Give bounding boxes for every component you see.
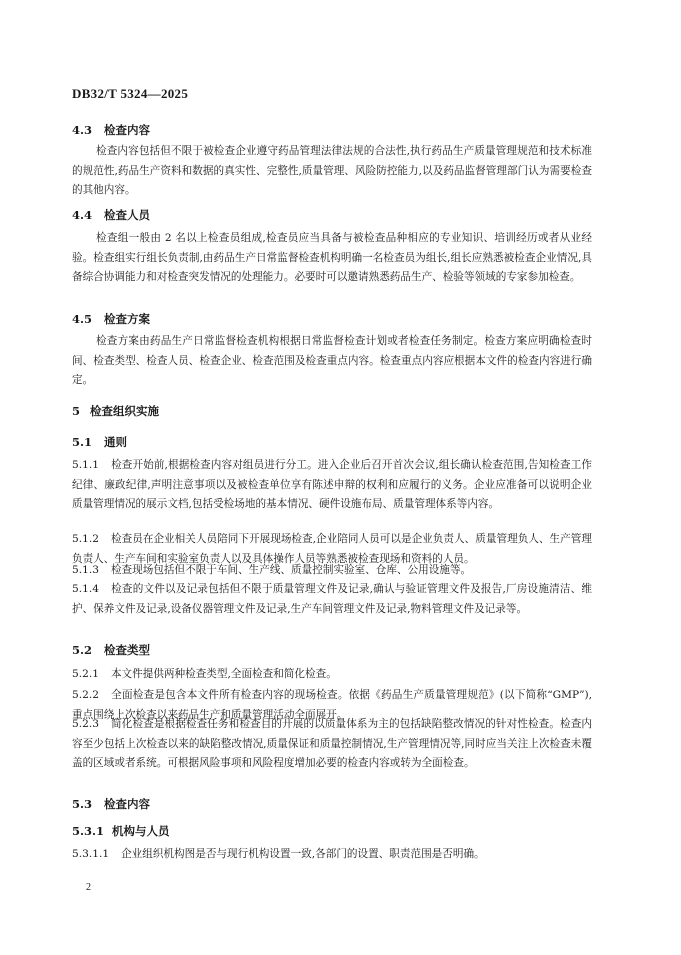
section-title: 检查内容 xyxy=(104,123,150,137)
paragraph-4-4: 检查组一般由 2 名以上检查员组成,检查员应当具备与被检查品种相应的专业知识、培训经历或者从业经验。检查组实行组长负责制,由药品生产日常监督检查机构明确一名检查员为组长,组长应熟悉被检查企业情况,具备综合协调能力和对检查突发情况的处理能力。必要时可以邀请熟悉药品生产、检验等领域的专家参加检查。 xyxy=(72,232,592,284)
chapter-number: 5 xyxy=(72,404,81,418)
section-heading-5-2 xyxy=(72,642,150,658)
section-heading-5-3 xyxy=(72,796,150,812)
clause-text: 检查开始前,根据检查内容对组员进行分工。进入企业后召开首次会议,组长确认检查范围,告知检查工作纪律、廉政纪律,声明注意事项以及被检查单位享有陈述申辩的权利和应履行的义务。企业应准备可以说明企业质量管理情况的展示文档,包括受检场地的基本情况、硬件设施布局、质量管理体系等内容。 xyxy=(72,459,592,511)
paragraph-4-3: 检查内容包括但不限于被检查企业遵守药品管理法律法规的合法性,执行药品生产质量管理规范和技术标准的规范性,药品生产资料和数据的真实性、完整性,质量管理、风险防控能力,以及药品监督管理部门认为需要检查的其他内容。 xyxy=(72,145,592,197)
section-heading-5-1 xyxy=(72,434,127,450)
page-number: 2 xyxy=(86,882,91,893)
section-title: 检查内容 xyxy=(104,797,150,811)
subsection-number: 5.3.1 xyxy=(72,824,105,838)
section-number: 4.5 xyxy=(72,312,93,326)
section-number: 4.4 xyxy=(72,208,93,222)
clause-text: 检查的文件以及记录包括但不限于质量管理文件及记录,确认与验证管理文件及报告,厂房设施清洁、维护、保养文件及记录,设备仪器管理文件及记录,生产车间管理文件及记录,物料管理文件及记录等。 xyxy=(72,583,592,615)
clause-number: 5.1.2 xyxy=(72,533,99,545)
clause-5-1-3 xyxy=(72,561,592,581)
chapter-heading-5 xyxy=(72,403,159,419)
section-title: 检查人员 xyxy=(104,208,150,222)
section-number: 5.1 xyxy=(72,435,93,449)
clause-text: 检查现场包括但不限于车间、生产线、质量控制实验室、仓库、公用设施等。 xyxy=(110,564,472,576)
section-title: 检查方案 xyxy=(104,312,150,326)
standard-code-header: DB32/T 5324—2025 xyxy=(72,86,189,101)
clause-text: 全面检查是包含本文件所有检查内容的现场检查。依据《药品生产质量管理规范》(以下简称“GMP”),重点围绕上次检查以来药品生产和质量管理活动全面展开。 xyxy=(72,689,592,721)
clause-number: 5.2.3 xyxy=(72,718,99,730)
clause-text: 简化检查是根据检查任务和检查目的开展的以质量体系为主的包括缺陷整改情况的针对性检查。检查内容至少包括上次检查以来的缺陷整改情况,质量保证和质量控制情况,生产管理情况等,同时应当关注上次检查未覆盖的区域或者系统。可根据风险事项和风险程度增加必要的检查内容或转为全面检查。 xyxy=(72,718,592,770)
subsection-heading-5-3-1 xyxy=(72,823,170,839)
clause-text: 本文件提供两种检查类型,全面检查和简化检查。 xyxy=(110,668,337,680)
section-title: 检查类型 xyxy=(104,643,150,657)
clause-number: 5.2.2 xyxy=(72,689,99,701)
clause-text: 检查员在企业相关人员陪同下开展现场检查,企业陪同人员可以是企业负责人、质量管理负人、生产管理负责人、生产车间和实验室负责人以及具体操作人员等熟悉被检查现场和资料的人员。 xyxy=(72,533,592,565)
clause-5-1-4 xyxy=(72,580,592,619)
section-heading-4-4 xyxy=(72,207,150,223)
subsection-title: 机构与人员 xyxy=(112,824,170,838)
section-number: 5.3 xyxy=(72,797,93,811)
section-number: 5.2 xyxy=(72,643,93,657)
clause-5-3-1-1 xyxy=(72,845,592,865)
clause-number: 5.1.4 xyxy=(72,583,99,595)
clause-number: 5.1.1 xyxy=(72,459,99,471)
section-title: 通则 xyxy=(104,435,127,449)
clause-5-1-1 xyxy=(72,456,592,515)
clause-number: 5.2.1 xyxy=(72,668,99,680)
clause-number: 5.1.3 xyxy=(72,564,99,576)
clause-5-2-1 xyxy=(72,665,592,685)
section-number: 4.3 xyxy=(72,123,93,137)
chapter-title: 检查组织实施 xyxy=(90,404,159,418)
section-heading-4-5 xyxy=(72,311,150,327)
clause-text: 企业组织机构图是否与现行机构设置一致,各部门的设置、职责范围是否明确。 xyxy=(121,848,485,860)
paragraph-4-5: 检查方案由药品生产日常监督检查机构根据日常监督检查计划或者检查任务制定。检查方案应明确检查时间、检查类型、检查人员、检查企业、检查范围及检查重点内容。检查重点内容应根据本文件的检查内容进行确定。 xyxy=(72,335,592,387)
section-heading-4-3 xyxy=(72,122,150,138)
clause-number: 5.3.1.1 xyxy=(72,848,110,860)
clause-5-2-3 xyxy=(72,715,592,774)
